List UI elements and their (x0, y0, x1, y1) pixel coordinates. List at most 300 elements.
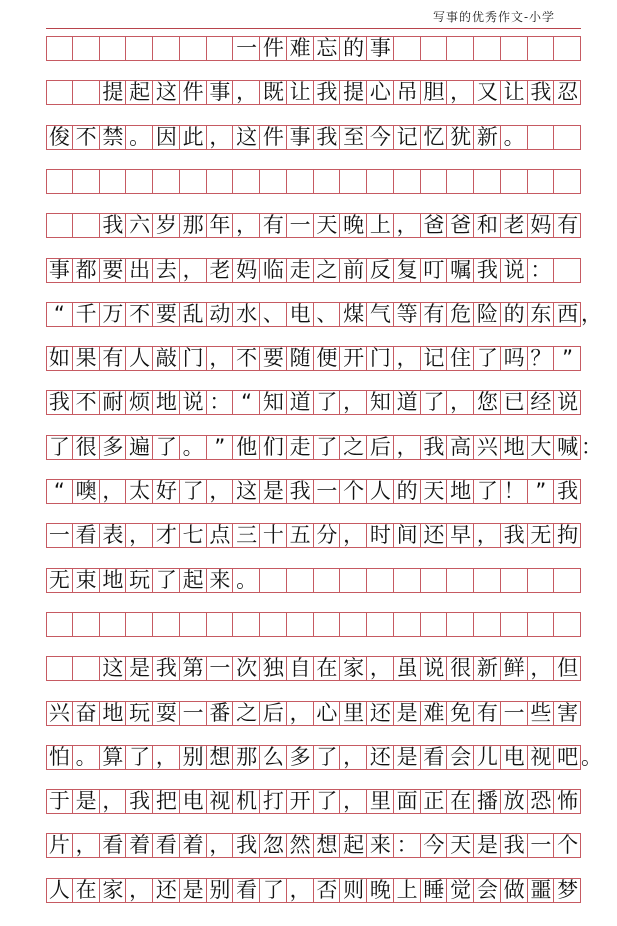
text-char: ， (396, 346, 418, 371)
grid-cell (554, 569, 581, 592)
grid-cell (46, 170, 73, 193)
paper-top-rule (46, 28, 581, 29)
grid-cell (394, 170, 421, 193)
grid-cell (394, 569, 421, 592)
text-char: 这 (155, 80, 177, 105)
text-char: ！ (503, 479, 525, 503)
grid-cell (447, 569, 474, 592)
text-char: 件 (262, 124, 284, 149)
text-char: ， (476, 523, 498, 548)
text-char: 要 (155, 301, 177, 326)
text-char: 有 (557, 213, 579, 238)
text-char: 西 (557, 301, 579, 326)
text-char: ？ (530, 346, 552, 371)
text-char: ， (236, 80, 258, 105)
text-char: 噩 (530, 877, 552, 902)
grid-cell (260, 613, 287, 636)
grid-cell (447, 170, 474, 193)
grid-cell (100, 37, 127, 60)
text-char: 说 (557, 390, 579, 415)
grid-cell (126, 613, 153, 636)
text-char: 去 (155, 257, 177, 282)
text-char: 太 (129, 479, 151, 503)
grid-cell (73, 37, 100, 60)
text-row (46, 125, 581, 150)
text-char: 我 (557, 479, 579, 503)
text-char: 正 (423, 789, 445, 814)
text-char: 喊 (557, 434, 579, 459)
text-char: 了 (155, 567, 177, 592)
text-char: 不 (236, 346, 258, 371)
text-char: 。 (75, 744, 97, 769)
grid-cell (73, 170, 100, 193)
text-char: 些 (530, 700, 552, 725)
grid-cell (554, 170, 581, 193)
text-char: 番 (209, 700, 231, 725)
text-char: 说 (423, 656, 445, 681)
text-char: 事 (48, 257, 70, 282)
text-char: 高 (450, 434, 472, 459)
text-char: 我 (316, 80, 338, 105)
grid-cell (46, 613, 73, 636)
text-char: 害 (557, 700, 579, 725)
margin-punctuation: ： (581, 434, 602, 459)
text-char: “ (53, 301, 65, 326)
text-char: 今 (369, 124, 391, 149)
text-char: 奋 (75, 700, 97, 725)
text-char: 我 (423, 434, 445, 459)
text-char: 。 (129, 124, 151, 149)
text-char: 地 (155, 390, 177, 415)
text-char: 我 (289, 479, 311, 503)
text-char: 件 (182, 80, 204, 105)
text-row (46, 301, 602, 327)
text-char: 这 (236, 479, 258, 503)
text-char: 三 (236, 523, 258, 548)
text-char: 还 (369, 744, 391, 769)
text-char: 是 (262, 479, 284, 503)
text-char (46, 212, 73, 239)
text-char (73, 212, 100, 239)
text-char: 多 (102, 434, 124, 459)
text-char: 我 (48, 390, 70, 415)
text-char: 之 (316, 257, 338, 282)
text-char: 很 (75, 434, 97, 459)
text-char: ： (530, 257, 552, 282)
text-char: 兴 (48, 700, 70, 725)
text-char: 束 (75, 567, 97, 592)
text-char: 等 (396, 301, 418, 326)
text-char: 这 (236, 124, 258, 149)
grid-cell (394, 37, 421, 60)
text-char: 睡 (423, 877, 445, 902)
text-row (46, 258, 581, 283)
title-char: 件 (262, 36, 284, 60)
grid-cell (554, 613, 581, 636)
text-char: 看 (155, 833, 177, 858)
text-char: 今 (423, 833, 445, 858)
composition-paper (46, 28, 602, 926)
grid-cell (100, 613, 127, 636)
text-char: 好 (155, 479, 177, 503)
text-char: 家 (102, 877, 124, 902)
text-row (46, 656, 581, 681)
text-row (46, 701, 581, 726)
text-row (46, 789, 581, 814)
text-char: 了 (476, 346, 498, 371)
grid-cell (528, 569, 555, 592)
text-char: 别 (182, 744, 204, 769)
text-char: 五 (289, 523, 311, 548)
text-char: 不 (75, 124, 97, 149)
grid-cell (528, 170, 555, 193)
text-char: 独 (262, 656, 284, 681)
grid-cell (501, 569, 528, 592)
text-char: 让 (289, 80, 311, 105)
text-char: ： (396, 833, 418, 858)
text-char: 无 (48, 567, 70, 592)
text-char: 知 (262, 390, 284, 415)
text-char: ， (209, 833, 231, 858)
text-char: 我 (476, 257, 498, 282)
text-row (46, 80, 581, 105)
text-char: 危 (450, 301, 472, 326)
text-char: 了 (316, 434, 338, 459)
text-char: 事 (209, 80, 231, 105)
text-char: 是 (476, 833, 498, 858)
text-char: 果 (75, 346, 97, 371)
text-char: 天 (423, 479, 445, 503)
text-char: 乱 (182, 301, 204, 326)
text-char: 还 (155, 877, 177, 902)
text-char: 我 (129, 789, 151, 814)
text-char: 把 (155, 789, 177, 814)
text-char: 岁 (155, 213, 177, 238)
text-char: 怖 (557, 789, 579, 814)
text-row (46, 744, 602, 770)
text-char: 遍 (129, 434, 151, 459)
text-char: 妈 (236, 257, 258, 282)
text-char: 地 (102, 567, 124, 592)
text-char: 兴 (476, 434, 498, 459)
grid-cell (447, 613, 474, 636)
text-char: 地 (450, 479, 472, 503)
text-char: 说 (503, 257, 525, 282)
text-char: 多 (289, 744, 311, 769)
text-char: 个 (557, 833, 579, 858)
text-char: 是 (182, 877, 204, 902)
text-char: 梦 (557, 877, 579, 902)
text-char: 七 (182, 523, 204, 548)
grid-cell (126, 170, 153, 193)
text-char: 的 (503, 301, 525, 326)
grid-cell (501, 613, 528, 636)
text-char: 人 (369, 479, 391, 503)
text-char: 拘 (557, 523, 579, 548)
text-char: 走 (289, 257, 311, 282)
text-char: 的 (396, 479, 418, 503)
grid-cell (528, 613, 555, 636)
text-char: 记 (423, 346, 445, 371)
text-char: ， (289, 700, 311, 725)
text-char: 说 (182, 390, 204, 415)
text-char: 点 (209, 523, 231, 548)
text-char: 又 (476, 80, 498, 105)
text-char: ， (343, 523, 365, 548)
text-char: 晚 (369, 877, 391, 902)
text-char: 虽 (396, 656, 418, 681)
text-char: ， (343, 390, 365, 415)
text-char: 既 (262, 80, 284, 105)
text-char: 经 (530, 390, 552, 415)
text-char: 分 (316, 523, 338, 548)
text-char: 吊 (396, 80, 418, 105)
text-char: 之 (343, 434, 365, 459)
text-char: 吗 (503, 346, 525, 371)
grid-cell (314, 569, 341, 592)
text-char: 天 (450, 833, 472, 858)
text-char (46, 79, 73, 106)
text-char: 禁 (102, 124, 124, 149)
text-char (73, 655, 100, 682)
text-char: ” (214, 434, 226, 459)
text-char: 起 (129, 80, 151, 105)
text-char: 和 (476, 213, 498, 238)
text-char: 视 (209, 789, 231, 814)
text-char: 来 (369, 833, 391, 858)
text-char: ， (530, 656, 552, 681)
text-char: 之 (236, 700, 258, 725)
text-row (46, 169, 581, 194)
grid-cell (73, 613, 100, 636)
text-char: 知 (369, 390, 391, 415)
grid-cell (233, 613, 260, 636)
text-char: 门 (182, 346, 204, 371)
text-char: 早 (450, 523, 472, 548)
text-char: 一 (530, 833, 552, 858)
text-char: 开 (289, 789, 311, 814)
text-char: 后 (369, 434, 391, 459)
text-char: 。 (503, 124, 525, 149)
text-char: 在 (450, 789, 472, 814)
text-char: 心 (369, 80, 391, 105)
text-char: 人 (129, 346, 151, 371)
text-char: 一 (48, 523, 70, 548)
grid-cell (287, 613, 314, 636)
text-char: 有 (262, 213, 284, 238)
text-char: 电 (503, 744, 525, 769)
text-char: 起 (182, 567, 204, 592)
text-char: 妈 (530, 213, 552, 238)
text-char: 了 (182, 479, 204, 503)
text-row (46, 568, 581, 593)
text-char: 要 (262, 346, 284, 371)
text-char: 记 (396, 124, 418, 149)
grid-cell (501, 37, 528, 60)
text-char: ， (129, 877, 151, 902)
text-char: 我 (155, 656, 177, 681)
text-char: ， (396, 434, 418, 459)
grid-cell (340, 569, 367, 592)
text-char: 要 (102, 257, 124, 282)
text-char: 水 (236, 301, 258, 326)
text-char: ， (396, 213, 418, 238)
grid-cell (233, 170, 260, 193)
text-char: 我 (503, 833, 525, 858)
text-char: 还 (423, 523, 445, 548)
margin-punctuation: ， (581, 301, 602, 326)
text-char: 一 (182, 700, 204, 725)
text-char: 上 (369, 213, 391, 238)
text-char: 晚 (343, 213, 365, 238)
text-char: 忆 (423, 124, 445, 149)
text-char: 万 (102, 301, 124, 326)
text-char: ， (75, 833, 97, 858)
text-char: 了 (316, 789, 338, 814)
text-char: 恐 (530, 789, 552, 814)
text-row (46, 523, 581, 548)
text-char: 机 (236, 789, 258, 814)
text-char: 反 (369, 257, 391, 282)
text-char: 是 (396, 744, 418, 769)
title-char: 的 (343, 36, 365, 60)
text-char: 家 (343, 656, 365, 681)
text-row (46, 878, 581, 903)
text-char: ， (129, 523, 151, 548)
text-char: 了 (423, 390, 445, 415)
text-char: 电 (182, 789, 204, 814)
text-char: 都 (75, 257, 97, 282)
text-char: ， (450, 80, 472, 105)
grid-cell (421, 37, 448, 60)
text-char: 觉 (450, 877, 472, 902)
text-char: 了 (48, 434, 70, 459)
grid-cell (260, 569, 287, 592)
text-char: 如 (48, 346, 70, 371)
text-char: 有 (423, 301, 445, 326)
text-char: 不 (129, 301, 151, 326)
text-char: 俊 (48, 124, 70, 149)
text-char: 那 (182, 213, 204, 238)
text-char: ， (289, 877, 311, 902)
text-char: 新 (476, 124, 498, 149)
text-char: 后 (262, 700, 284, 725)
text-char: 险 (476, 301, 498, 326)
grid-cell (260, 170, 287, 193)
text-char (46, 655, 73, 682)
text-char: 我 (503, 523, 525, 548)
text-char: 才 (155, 523, 177, 548)
text-char: 提 (343, 80, 365, 105)
text-char: 无 (530, 523, 552, 548)
text-char: 但 (557, 656, 579, 681)
text-char: 想 (316, 833, 338, 858)
text-char: 气 (369, 301, 391, 326)
text-char: 大 (530, 434, 552, 459)
text-char: 有 (102, 346, 124, 371)
text-char: 算 (102, 744, 124, 769)
text-char: 这 (102, 656, 124, 681)
text-char: “ (241, 390, 253, 415)
text-char: 新 (476, 656, 498, 681)
text-char: 面 (396, 789, 418, 814)
grid-cell (287, 170, 314, 193)
text-char: 看 (236, 877, 258, 902)
text-char: 忽 (262, 833, 284, 858)
grid-cell (287, 569, 314, 592)
text-char: 提 (102, 80, 124, 105)
text-char: ” (562, 346, 574, 371)
text-char: 因 (155, 124, 177, 149)
text-char: 走 (289, 434, 311, 459)
text-char: 很 (450, 656, 472, 681)
text-char: 临 (262, 257, 284, 282)
text-char: 起 (343, 833, 365, 858)
text-char: 时 (369, 523, 391, 548)
text-row (46, 479, 581, 504)
grid-cell (153, 37, 180, 60)
text-char: 噢 (75, 479, 97, 503)
grid-cell (314, 170, 341, 193)
text-char: 那 (236, 744, 258, 769)
text-char: 前 (343, 257, 365, 282)
text-char: 玩 (129, 700, 151, 725)
grid-cell (474, 170, 501, 193)
text-char: 地 (102, 700, 124, 725)
grid-cell (314, 613, 341, 636)
text-char: 否 (316, 877, 338, 902)
grid-cell (421, 569, 448, 592)
grid-cell (207, 613, 234, 636)
text-char: 还 (369, 700, 391, 725)
text-char: “ (53, 479, 65, 503)
text-char: 然 (289, 833, 311, 858)
text-char: 开 (343, 346, 365, 371)
text-char: ， (343, 789, 365, 814)
text-char: 不 (75, 390, 97, 415)
text-char: 。 (236, 567, 258, 592)
text-char: 个 (343, 479, 365, 503)
text-char: 住 (450, 346, 472, 371)
text-char: 事 (289, 124, 311, 149)
text-char: 此 (182, 124, 204, 149)
text-char: 、 (262, 301, 284, 326)
text-char: 十 (262, 523, 284, 548)
text-char: ， (450, 390, 472, 415)
text-char: 烦 (129, 390, 151, 415)
grid-cell (180, 170, 207, 193)
text-char: 么 (262, 744, 284, 769)
grid-cell (180, 37, 207, 60)
grid-cell (340, 613, 367, 636)
text-char: 于 (48, 789, 70, 814)
text-char: 是 (75, 789, 97, 814)
text-char: ， (209, 346, 231, 371)
text-row (46, 833, 581, 858)
grid-cell (180, 613, 207, 636)
grid-cell (554, 37, 581, 60)
grid-cell (447, 37, 474, 60)
text-char: 道 (396, 390, 418, 415)
text-char (73, 79, 100, 106)
grid-cell (207, 170, 234, 193)
text-char: 出 (129, 257, 151, 282)
grid-cell (474, 37, 501, 60)
text-char: 了 (316, 390, 338, 415)
title-row (46, 36, 581, 61)
text-char: 着 (129, 833, 151, 858)
text-char: 爸 (450, 213, 472, 238)
